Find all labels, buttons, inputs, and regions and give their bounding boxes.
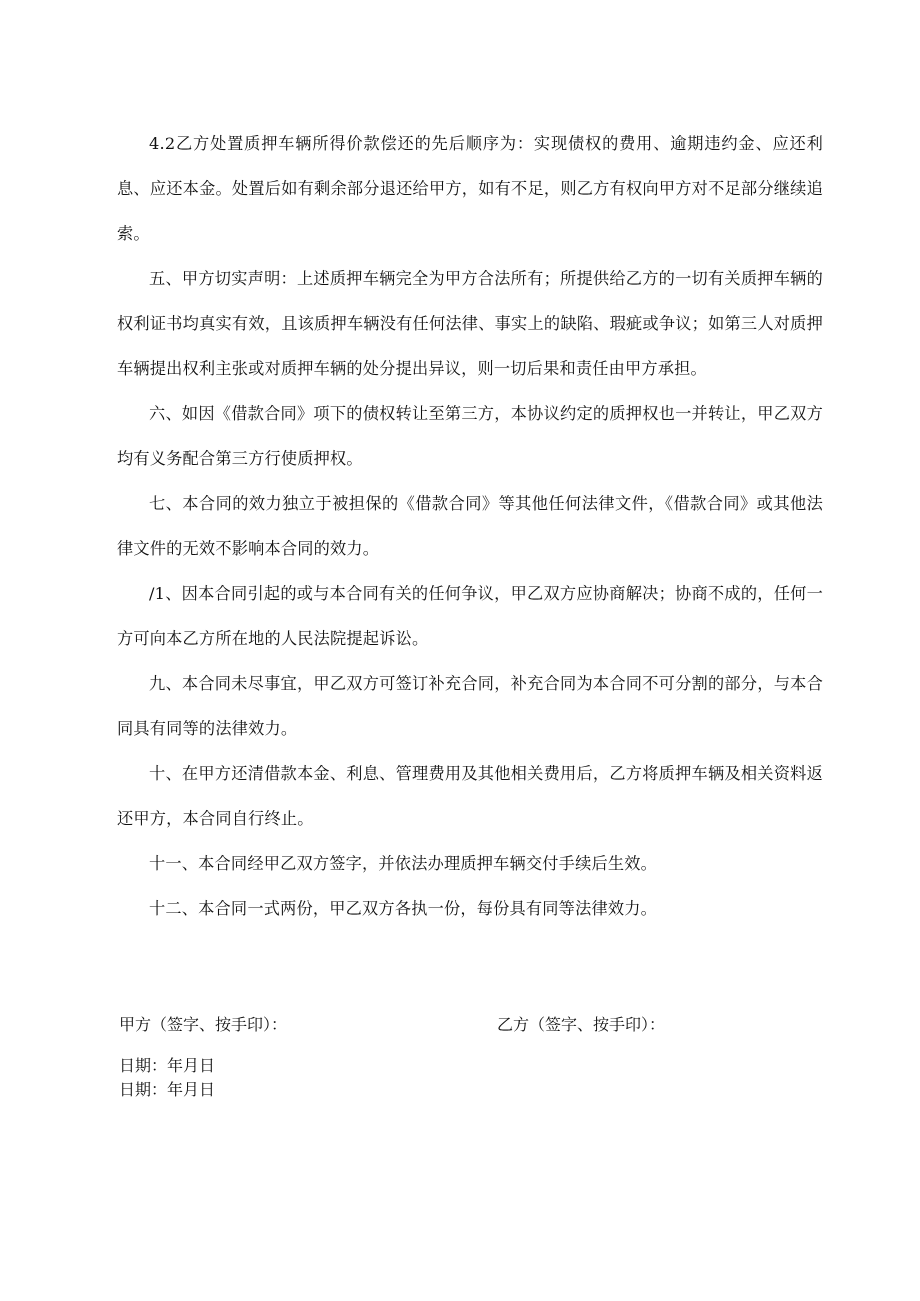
date-line-2: 日期：年月日 bbox=[119, 1080, 216, 1099]
contract-body bbox=[117, 121, 823, 931]
clause-9: 九、本合同未尽事宜，甲乙双方可签订补充合同，补充合同为本合同不可分割的部分，与本合同具有同等的法律效力。 bbox=[117, 674, 823, 738]
party-a-signature-label: 甲方（签字、按手印）： bbox=[119, 1015, 288, 1034]
signature-row bbox=[119, 1012, 819, 1042]
clause-8: /1、因本合同引起的或与本合同有关的任何争议，甲乙双方应协商解决；协商不成的，任何一方可向本乙方所在地的人民法院提起诉讼。 bbox=[117, 584, 823, 648]
clause-12: 十二、本合同一式两份，甲乙双方各执一份，每份具有同等法律效力。 bbox=[149, 899, 658, 918]
clause-7: 七、本合同的效力独立于被担保的《借款合同》等其他任何法律文件，《借款合同》或其他法律文件的无效不影响本合同的效力。 bbox=[117, 494, 823, 558]
clause-11: 十一、本合同经甲乙双方签字，并依法办理质押车辆交付手续后生效。 bbox=[149, 854, 658, 873]
clause-6: 六、如因《借款合同》项下的债权转让至第三方，本协议约定的质押权也一并转让，甲乙双方均有义务配合第三方行使质押权。 bbox=[117, 404, 823, 468]
clause-10: 十、在甲方还清借款本金、利息、管理费用及其他相关费用后，乙方将质押车辆及相关资料返还甲方，本合同自行终止。 bbox=[117, 764, 823, 828]
date-line-1: 日期：年月日 bbox=[119, 1056, 216, 1075]
clause-4-2: 4.2乙方处置质押车辆所得价款偿还的先后顺序为：实现债权的费用、逾期违约金、应还利息、应还本金。处置后如有剩余部分退还给甲方，如有不足，则乙方有权向甲方对不足部分继续追索。 bbox=[117, 134, 823, 243]
clause-5: 五、甲方切实声明：上述质押车辆完全为甲方合法所有；所提供给乙方的一切有关质押车辆的权利证书均真实有效，且该质押车辆没有任何法律、事实上的缺陷、瑕疵或争议；如第三人对质押车辆提出权利主张或对质押车辆的处分提出异议，则一切后果和责任由甲方承担。 bbox=[117, 269, 823, 378]
party-b-signature-label: 乙方（签字、按手印）： bbox=[497, 1015, 666, 1034]
signature-block bbox=[119, 1012, 819, 1102]
